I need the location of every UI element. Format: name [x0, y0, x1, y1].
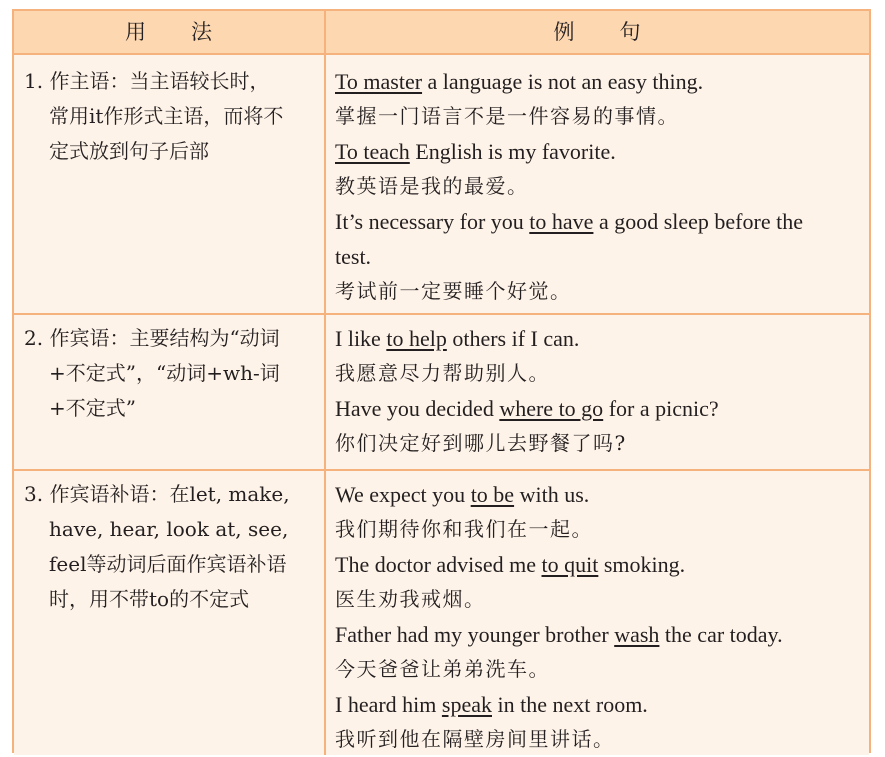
usage-line: 1. 作主语：当主语较长时， — [24, 69, 270, 93]
column-divider — [324, 11, 326, 755]
example-en: To teach English is my favorite. — [335, 139, 616, 164]
example-en: Father had my younger brother wash the car today. — [335, 622, 783, 647]
example-en: To master a language is not an easy thing. — [335, 69, 704, 94]
usage-line: 2. 作宾语：主要结构为“动词 — [24, 326, 280, 350]
usage-line: 常用it作形式主语，而将不 — [49, 104, 284, 128]
example-zh: 我愿意尽力帮助别人。 — [335, 361, 550, 385]
example-en: It’s necessary for you to have a good sleep before the — [335, 209, 803, 234]
infinitive-underline: To teach — [335, 139, 410, 164]
infinitive-underline: to help — [386, 326, 447, 351]
table-row — [14, 471, 869, 755]
example-zh: 我们期待你和我们在一起。 — [335, 517, 593, 541]
example-en: I like to help others if I can. — [335, 326, 580, 351]
usage-cell — [24, 477, 316, 617]
example-en: The doctor advised me to quit smoking. — [335, 552, 686, 577]
usage-line: feel等动词后面作宾语补语 — [49, 552, 287, 576]
example-zh: 教英语是我的最爱。 — [335, 174, 529, 198]
usage-line: 定式放到句子后部 — [49, 139, 209, 163]
grammar-table — [12, 9, 871, 753]
example-zh: 你们决定好到哪儿去野餐了吗? — [335, 431, 627, 455]
example-en: We expect you to be with us. — [335, 482, 590, 507]
usage-cell — [24, 321, 316, 426]
infinitive-underline: to have — [529, 209, 594, 234]
usage-line: +不定式” — [49, 396, 136, 420]
infinitive-underline: To master — [335, 69, 423, 94]
example-cell — [335, 64, 865, 309]
usage-line: have, hear, look at, see, — [49, 517, 289, 541]
infinitive-underline: to be — [470, 482, 515, 507]
infinitive-underline: speak — [441, 692, 492, 717]
example-en: Have you decided where to go for a picnic? — [335, 396, 719, 421]
table-header — [14, 11, 869, 55]
header-usage: 用 法 — [125, 20, 213, 44]
example-zh: 医生劝我戒烟。 — [335, 587, 486, 611]
usage-line: 时，用不带to的不定式 — [49, 587, 250, 611]
usage-line: +不定式”，“动词+wh-词 — [49, 361, 280, 385]
example-cell — [335, 321, 865, 461]
infinitive-underline: where to go — [499, 396, 604, 421]
table-row — [14, 315, 869, 469]
infinitive-underline: wash — [614, 622, 660, 647]
example-cell — [335, 477, 865, 757]
example-en-cont: test. — [335, 244, 372, 269]
example-zh: 掌握一门语言不是一件容易的事情。 — [335, 104, 679, 128]
infinitive-underline: to quit — [541, 552, 599, 577]
header-example: 例 句 — [553, 20, 642, 44]
usage-line: 3. 作宾语补语：在let, make, — [24, 482, 290, 506]
example-en: I heard him speak in the next room. — [335, 692, 648, 717]
usage-cell — [24, 64, 316, 169]
table-row — [14, 55, 869, 313]
example-zh: 今天爸爸让弟弟洗车。 — [335, 657, 550, 681]
example-zh: 我听到他在隔壁房间里讲话。 — [335, 727, 615, 751]
example-zh: 考试前一定要睡个好觉。 — [335, 279, 572, 303]
